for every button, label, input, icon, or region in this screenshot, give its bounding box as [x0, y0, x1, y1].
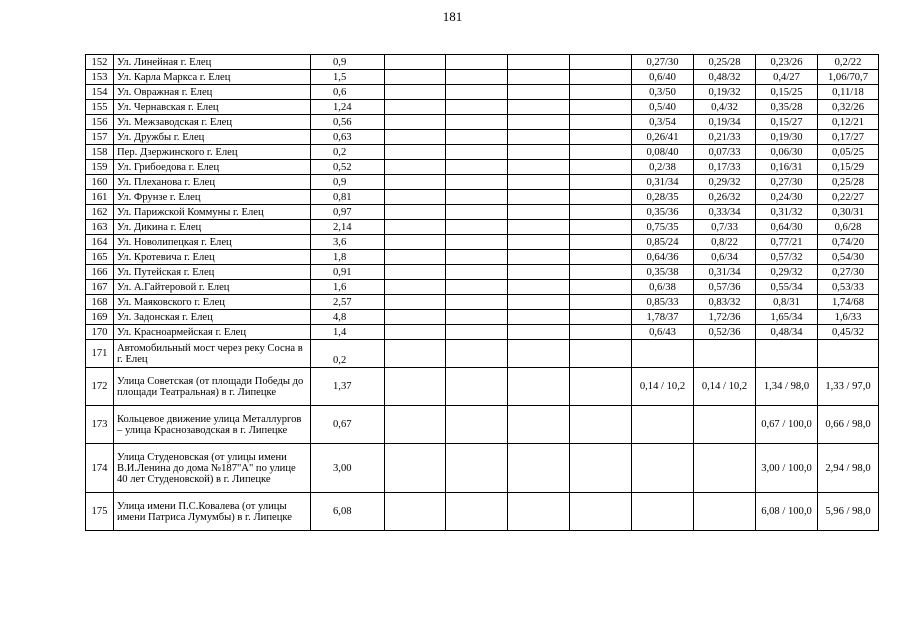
- road-name: Ул. Карла Маркса г. Елец: [114, 70, 311, 85]
- empty-cell: [570, 325, 632, 340]
- load-value-1: [632, 493, 694, 531]
- empty-cell: [446, 406, 508, 444]
- road-length: 2,57: [311, 295, 385, 310]
- row-number: 175: [86, 493, 114, 531]
- table-row: [86, 130, 879, 145]
- table-row: [86, 100, 879, 115]
- empty-cell: [570, 160, 632, 175]
- load-value-4: 0,74/20: [818, 235, 879, 250]
- load-value-4: 0,45/32: [818, 325, 879, 340]
- load-value-4: 0,11/18: [818, 85, 879, 100]
- load-value-3: 0,27/30: [756, 175, 818, 190]
- empty-cell: [570, 444, 632, 493]
- empty-cell: [446, 280, 508, 295]
- empty-cell: [508, 368, 570, 406]
- load-value-1: 0,85/24: [632, 235, 694, 250]
- road-length: 0,91: [311, 265, 385, 280]
- row-number: 167: [86, 280, 114, 295]
- load-value-1: 0,3/54: [632, 115, 694, 130]
- empty-cell: [508, 340, 570, 368]
- load-value-4: 1,74/68: [818, 295, 879, 310]
- load-value-3: 0,35/28: [756, 100, 818, 115]
- empty-cell: [385, 175, 446, 190]
- load-value-4: 0,22/27: [818, 190, 879, 205]
- load-value-3: 0,19/30: [756, 130, 818, 145]
- row-number: 165: [86, 250, 114, 265]
- road-name: Ул. Линейная г. Елец: [114, 55, 311, 70]
- row-number: 171: [86, 340, 114, 368]
- table-row: [86, 160, 879, 175]
- load-value-2: [694, 406, 756, 444]
- road-length: 0,97: [311, 205, 385, 220]
- empty-cell: [570, 235, 632, 250]
- road-name: Ул. Дикина г. Елец: [114, 220, 311, 235]
- empty-cell: [385, 190, 446, 205]
- empty-cell: [508, 115, 570, 130]
- load-value-1: 0,75/35: [632, 220, 694, 235]
- road-name: Ул. Грибоедова г. Елец: [114, 160, 311, 175]
- row-number: 158: [86, 145, 114, 160]
- load-value-1: 1,78/37: [632, 310, 694, 325]
- row-number: 157: [86, 130, 114, 145]
- empty-cell: [508, 493, 570, 531]
- load-value-4: 0,15/29: [818, 160, 879, 175]
- empty-cell: [446, 444, 508, 493]
- load-value-2: 0,57/36: [694, 280, 756, 295]
- load-value-3: 0,4/27: [756, 70, 818, 85]
- load-value-4: 1,06/70,7: [818, 70, 879, 85]
- row-number: 169: [86, 310, 114, 325]
- empty-cell: [570, 175, 632, 190]
- empty-cell: [385, 250, 446, 265]
- row-number: 174: [86, 444, 114, 493]
- empty-cell: [508, 444, 570, 493]
- load-value-1: 0,14 / 10,2: [632, 368, 694, 406]
- road-name: Ул. Задонская г. Елец: [114, 310, 311, 325]
- empty-cell: [385, 115, 446, 130]
- load-value-2: 0,19/34: [694, 115, 756, 130]
- load-value-1: [632, 444, 694, 493]
- empty-cell: [385, 100, 446, 115]
- load-value-2: [694, 340, 756, 368]
- load-value-4: 0,6/28: [818, 220, 879, 235]
- load-value-1: 0,27/30: [632, 55, 694, 70]
- empty-cell: [508, 220, 570, 235]
- load-value-1: 0,5/40: [632, 100, 694, 115]
- load-value-4: 0,30/31: [818, 205, 879, 220]
- empty-cell: [446, 295, 508, 310]
- load-value-2: 0,8/22: [694, 235, 756, 250]
- load-value-4: 1,33 / 97,0: [818, 368, 879, 406]
- row-number: 159: [86, 160, 114, 175]
- empty-cell: [508, 406, 570, 444]
- empty-cell: [446, 325, 508, 340]
- table-body: [86, 55, 879, 531]
- empty-cell: [446, 70, 508, 85]
- load-value-2: 0,33/34: [694, 205, 756, 220]
- row-number: 156: [86, 115, 114, 130]
- road-length: 3,6: [311, 235, 385, 250]
- empty-cell: [446, 235, 508, 250]
- table-row: [86, 280, 879, 295]
- road-name: Улица Советская (от площади Победы до площади Театральная) в г. Липецке: [114, 368, 311, 406]
- road-name: Автомобильный мост через реку Сосна в г. Елец: [114, 340, 311, 368]
- empty-cell: [570, 280, 632, 295]
- empty-cell: [570, 100, 632, 115]
- load-value-3: [756, 340, 818, 368]
- road-name: Ул. Путейская г. Елец: [114, 265, 311, 280]
- road-name: Ул. Парижской Коммуны г. Елец: [114, 205, 311, 220]
- empty-cell: [385, 325, 446, 340]
- road-length: 1,5: [311, 70, 385, 85]
- table-row: [86, 175, 879, 190]
- table-row: [86, 145, 879, 160]
- load-value-4: 0,54/30: [818, 250, 879, 265]
- row-number: 170: [86, 325, 114, 340]
- load-value-3: 0,23/26: [756, 55, 818, 70]
- load-value-3: 1,34 / 98,0: [756, 368, 818, 406]
- empty-cell: [508, 250, 570, 265]
- load-value-2: 1,72/36: [694, 310, 756, 325]
- load-value-2: 0,52/36: [694, 325, 756, 340]
- empty-cell: [508, 190, 570, 205]
- road-length: 1,24: [311, 100, 385, 115]
- load-value-4: 0,66 / 98,0: [818, 406, 879, 444]
- road-name: Ул. Плеханова г. Елец: [114, 175, 311, 190]
- load-value-4: 5,96 / 98,0: [818, 493, 879, 531]
- road-length: 0,56: [311, 115, 385, 130]
- load-value-3: 0,06/30: [756, 145, 818, 160]
- road-name: Ул. Маяковского г. Елец: [114, 295, 311, 310]
- load-value-4: 0,17/27: [818, 130, 879, 145]
- load-value-2: 0,31/34: [694, 265, 756, 280]
- load-value-1: 0,08/40: [632, 145, 694, 160]
- load-value-4: 0,05/25: [818, 145, 879, 160]
- row-number: 160: [86, 175, 114, 190]
- road-length: 1,8: [311, 250, 385, 265]
- table-row: [86, 85, 879, 100]
- empty-cell: [508, 145, 570, 160]
- table-row: [86, 493, 879, 531]
- road-length: 0,63: [311, 130, 385, 145]
- empty-cell: [446, 130, 508, 145]
- table-row: [86, 444, 879, 493]
- load-value-1: 0,3/50: [632, 85, 694, 100]
- empty-cell: [385, 130, 446, 145]
- load-value-1: 0,64/36: [632, 250, 694, 265]
- empty-cell: [446, 100, 508, 115]
- empty-cell: [570, 55, 632, 70]
- empty-cell: [570, 493, 632, 531]
- road-length: 0,9: [311, 55, 385, 70]
- table-row: [86, 310, 879, 325]
- road-length: 3,00: [311, 444, 385, 493]
- load-value-2: 0,14 / 10,2: [694, 368, 756, 406]
- row-number: 172: [86, 368, 114, 406]
- empty-cell: [508, 325, 570, 340]
- empty-cell: [385, 493, 446, 531]
- load-value-1: 0,35/36: [632, 205, 694, 220]
- empty-cell: [385, 368, 446, 406]
- load-value-1: 0,28/35: [632, 190, 694, 205]
- empty-cell: [508, 205, 570, 220]
- load-value-4: 2,94 / 98,0: [818, 444, 879, 493]
- row-number: 155: [86, 100, 114, 115]
- empty-cell: [385, 145, 446, 160]
- road-name: Кольцевое движение улица Металлургов – улица Краснозаводская в г. Липецке: [114, 406, 311, 444]
- empty-cell: [446, 220, 508, 235]
- load-value-4: 0,25/28: [818, 175, 879, 190]
- empty-cell: [446, 85, 508, 100]
- road-name: Ул. Красноармейская г. Елец: [114, 325, 311, 340]
- empty-cell: [385, 235, 446, 250]
- table-row: [86, 295, 879, 310]
- empty-cell: [570, 295, 632, 310]
- road-length: 4,8: [311, 310, 385, 325]
- load-value-1: [632, 340, 694, 368]
- road-length: 6,08: [311, 493, 385, 531]
- empty-cell: [508, 280, 570, 295]
- empty-cell: [508, 160, 570, 175]
- load-value-1: 0,6/43: [632, 325, 694, 340]
- load-value-2: 0,4/32: [694, 100, 756, 115]
- empty-cell: [570, 85, 632, 100]
- load-value-1: [632, 406, 694, 444]
- load-value-3: 0,15/27: [756, 115, 818, 130]
- load-value-4: 0,12/21: [818, 115, 879, 130]
- table-row: [86, 220, 879, 235]
- empty-cell: [385, 85, 446, 100]
- empty-cell: [385, 444, 446, 493]
- load-value-3: 0,16/31: [756, 160, 818, 175]
- empty-cell: [385, 160, 446, 175]
- road-name: Ул. Дружбы г. Елец: [114, 130, 311, 145]
- row-number: 173: [86, 406, 114, 444]
- empty-cell: [570, 220, 632, 235]
- empty-cell: [570, 265, 632, 280]
- empty-cell: [385, 265, 446, 280]
- row-number: 152: [86, 55, 114, 70]
- load-value-2: 0,29/32: [694, 175, 756, 190]
- empty-cell: [385, 295, 446, 310]
- road-length: 0,52: [311, 160, 385, 175]
- table-row: [86, 70, 879, 85]
- road-length: 1,37: [311, 368, 385, 406]
- road-length: 1,4: [311, 325, 385, 340]
- table-row: [86, 325, 879, 340]
- road-length: 0,2: [311, 340, 385, 368]
- load-value-2: 0,7/33: [694, 220, 756, 235]
- empty-cell: [446, 145, 508, 160]
- empty-cell: [508, 310, 570, 325]
- road-name: Ул. А.Гайтеровой г. Елец: [114, 280, 311, 295]
- empty-cell: [446, 55, 508, 70]
- empty-cell: [385, 70, 446, 85]
- empty-cell: [508, 55, 570, 70]
- load-value-2: 0,83/32: [694, 295, 756, 310]
- empty-cell: [446, 310, 508, 325]
- empty-cell: [508, 235, 570, 250]
- row-number: 164: [86, 235, 114, 250]
- load-value-3: 0,8/31: [756, 295, 818, 310]
- row-number: 153: [86, 70, 114, 85]
- empty-cell: [446, 265, 508, 280]
- road-length: 0,9: [311, 175, 385, 190]
- empty-cell: [570, 368, 632, 406]
- row-number: 163: [86, 220, 114, 235]
- road-length: 1,6: [311, 280, 385, 295]
- empty-cell: [508, 100, 570, 115]
- road-name: Ул. Фрунзе г. Елец: [114, 190, 311, 205]
- row-number: 166: [86, 265, 114, 280]
- load-value-3: 6,08 / 100,0: [756, 493, 818, 531]
- road-table: [85, 54, 879, 531]
- road-length: 0,81: [311, 190, 385, 205]
- load-value-4: 0,53/33: [818, 280, 879, 295]
- load-value-3: 0,77/21: [756, 235, 818, 250]
- load-value-2: 0,17/33: [694, 160, 756, 175]
- road-name: Ул. Новолипецкая г. Елец: [114, 235, 311, 250]
- row-number: 162: [86, 205, 114, 220]
- load-value-4: 0,2/22: [818, 55, 879, 70]
- load-value-2: 0,25/28: [694, 55, 756, 70]
- load-value-4: 0,27/30: [818, 265, 879, 280]
- road-name: Ул. Кротевича г. Елец: [114, 250, 311, 265]
- empty-cell: [508, 295, 570, 310]
- load-value-1: 0,2/38: [632, 160, 694, 175]
- empty-cell: [385, 220, 446, 235]
- load-value-3: 1,65/34: [756, 310, 818, 325]
- load-value-2: 0,6/34: [694, 250, 756, 265]
- empty-cell: [570, 406, 632, 444]
- load-value-1: 0,85/33: [632, 295, 694, 310]
- table-row: [86, 406, 879, 444]
- road-length: 0,67: [311, 406, 385, 444]
- empty-cell: [508, 85, 570, 100]
- row-number: 168: [86, 295, 114, 310]
- empty-cell: [385, 310, 446, 325]
- empty-cell: [570, 340, 632, 368]
- load-value-2: 0,21/33: [694, 130, 756, 145]
- empty-cell: [446, 160, 508, 175]
- empty-cell: [446, 340, 508, 368]
- load-value-2: [694, 444, 756, 493]
- load-value-2: 0,07/33: [694, 145, 756, 160]
- table-row: [86, 265, 879, 280]
- load-value-3: 0,55/34: [756, 280, 818, 295]
- load-value-3: 0,24/30: [756, 190, 818, 205]
- empty-cell: [446, 115, 508, 130]
- load-value-4: [818, 340, 879, 368]
- empty-cell: [570, 115, 632, 130]
- load-value-1: 0,6/40: [632, 70, 694, 85]
- empty-cell: [446, 205, 508, 220]
- road-name: Ул. Чернавская г. Елец: [114, 100, 311, 115]
- row-number: 161: [86, 190, 114, 205]
- empty-cell: [446, 493, 508, 531]
- load-value-1: 0,26/41: [632, 130, 694, 145]
- load-value-2: 0,26/32: [694, 190, 756, 205]
- empty-cell: [570, 205, 632, 220]
- empty-cell: [570, 250, 632, 265]
- load-value-4: 1,6/33: [818, 310, 879, 325]
- empty-cell: [570, 130, 632, 145]
- empty-cell: [385, 340, 446, 368]
- empty-cell: [508, 265, 570, 280]
- load-value-1: 0,35/38: [632, 265, 694, 280]
- row-number: 154: [86, 85, 114, 100]
- load-value-3: 0,15/25: [756, 85, 818, 100]
- load-value-3: 0,31/32: [756, 205, 818, 220]
- empty-cell: [446, 368, 508, 406]
- table-row: [86, 205, 879, 220]
- empty-cell: [570, 70, 632, 85]
- empty-cell: [385, 55, 446, 70]
- road-name: Ул. Овражная г. Елец: [114, 85, 311, 100]
- empty-cell: [446, 190, 508, 205]
- road-name: Улица имени П.С.Ковалева (от улицы имени Патриса Лумумбы) в г. Липецке: [114, 493, 311, 531]
- load-value-3: 0,29/32: [756, 265, 818, 280]
- table-row: [86, 250, 879, 265]
- empty-cell: [570, 145, 632, 160]
- road-name: Ул. Межзаводская г. Елец: [114, 115, 311, 130]
- page-number: 181: [442, 9, 463, 24]
- load-value-2: 0,19/32: [694, 85, 756, 100]
- table-row: [86, 340, 879, 368]
- road-length: 2,14: [311, 220, 385, 235]
- load-value-2: 0,48/32: [694, 70, 756, 85]
- table-row: [86, 190, 879, 205]
- road-name: Улица Студеновская (от улицы имени В.И.Ленина до дома №187"А" по улице 40 лет Студеновской) в г. Липецке: [114, 444, 311, 493]
- empty-cell: [570, 310, 632, 325]
- road-name: Пер. Дзержинского г. Елец: [114, 145, 311, 160]
- table-row: [86, 235, 879, 250]
- load-value-3: 0,57/32: [756, 250, 818, 265]
- load-value-1: 0,6/38: [632, 280, 694, 295]
- load-value-2: [694, 493, 756, 531]
- load-value-1: 0,31/34: [632, 175, 694, 190]
- empty-cell: [508, 130, 570, 145]
- empty-cell: [446, 250, 508, 265]
- empty-cell: [446, 175, 508, 190]
- load-value-3: 0,64/30: [756, 220, 818, 235]
- table-row: [86, 368, 879, 406]
- empty-cell: [508, 70, 570, 85]
- empty-cell: [385, 406, 446, 444]
- empty-cell: [508, 175, 570, 190]
- load-value-3: 0,48/34: [756, 325, 818, 340]
- load-value-3: 3,00 / 100,0: [756, 444, 818, 493]
- load-value-4: 0,32/26: [818, 100, 879, 115]
- empty-cell: [385, 280, 446, 295]
- load-value-3: 0,67 / 100,0: [756, 406, 818, 444]
- road-length: 0,2: [311, 145, 385, 160]
- table-row: [86, 55, 879, 70]
- empty-cell: [570, 190, 632, 205]
- empty-cell: [385, 205, 446, 220]
- table-row: [86, 115, 879, 130]
- road-length: 0,6: [311, 85, 385, 100]
